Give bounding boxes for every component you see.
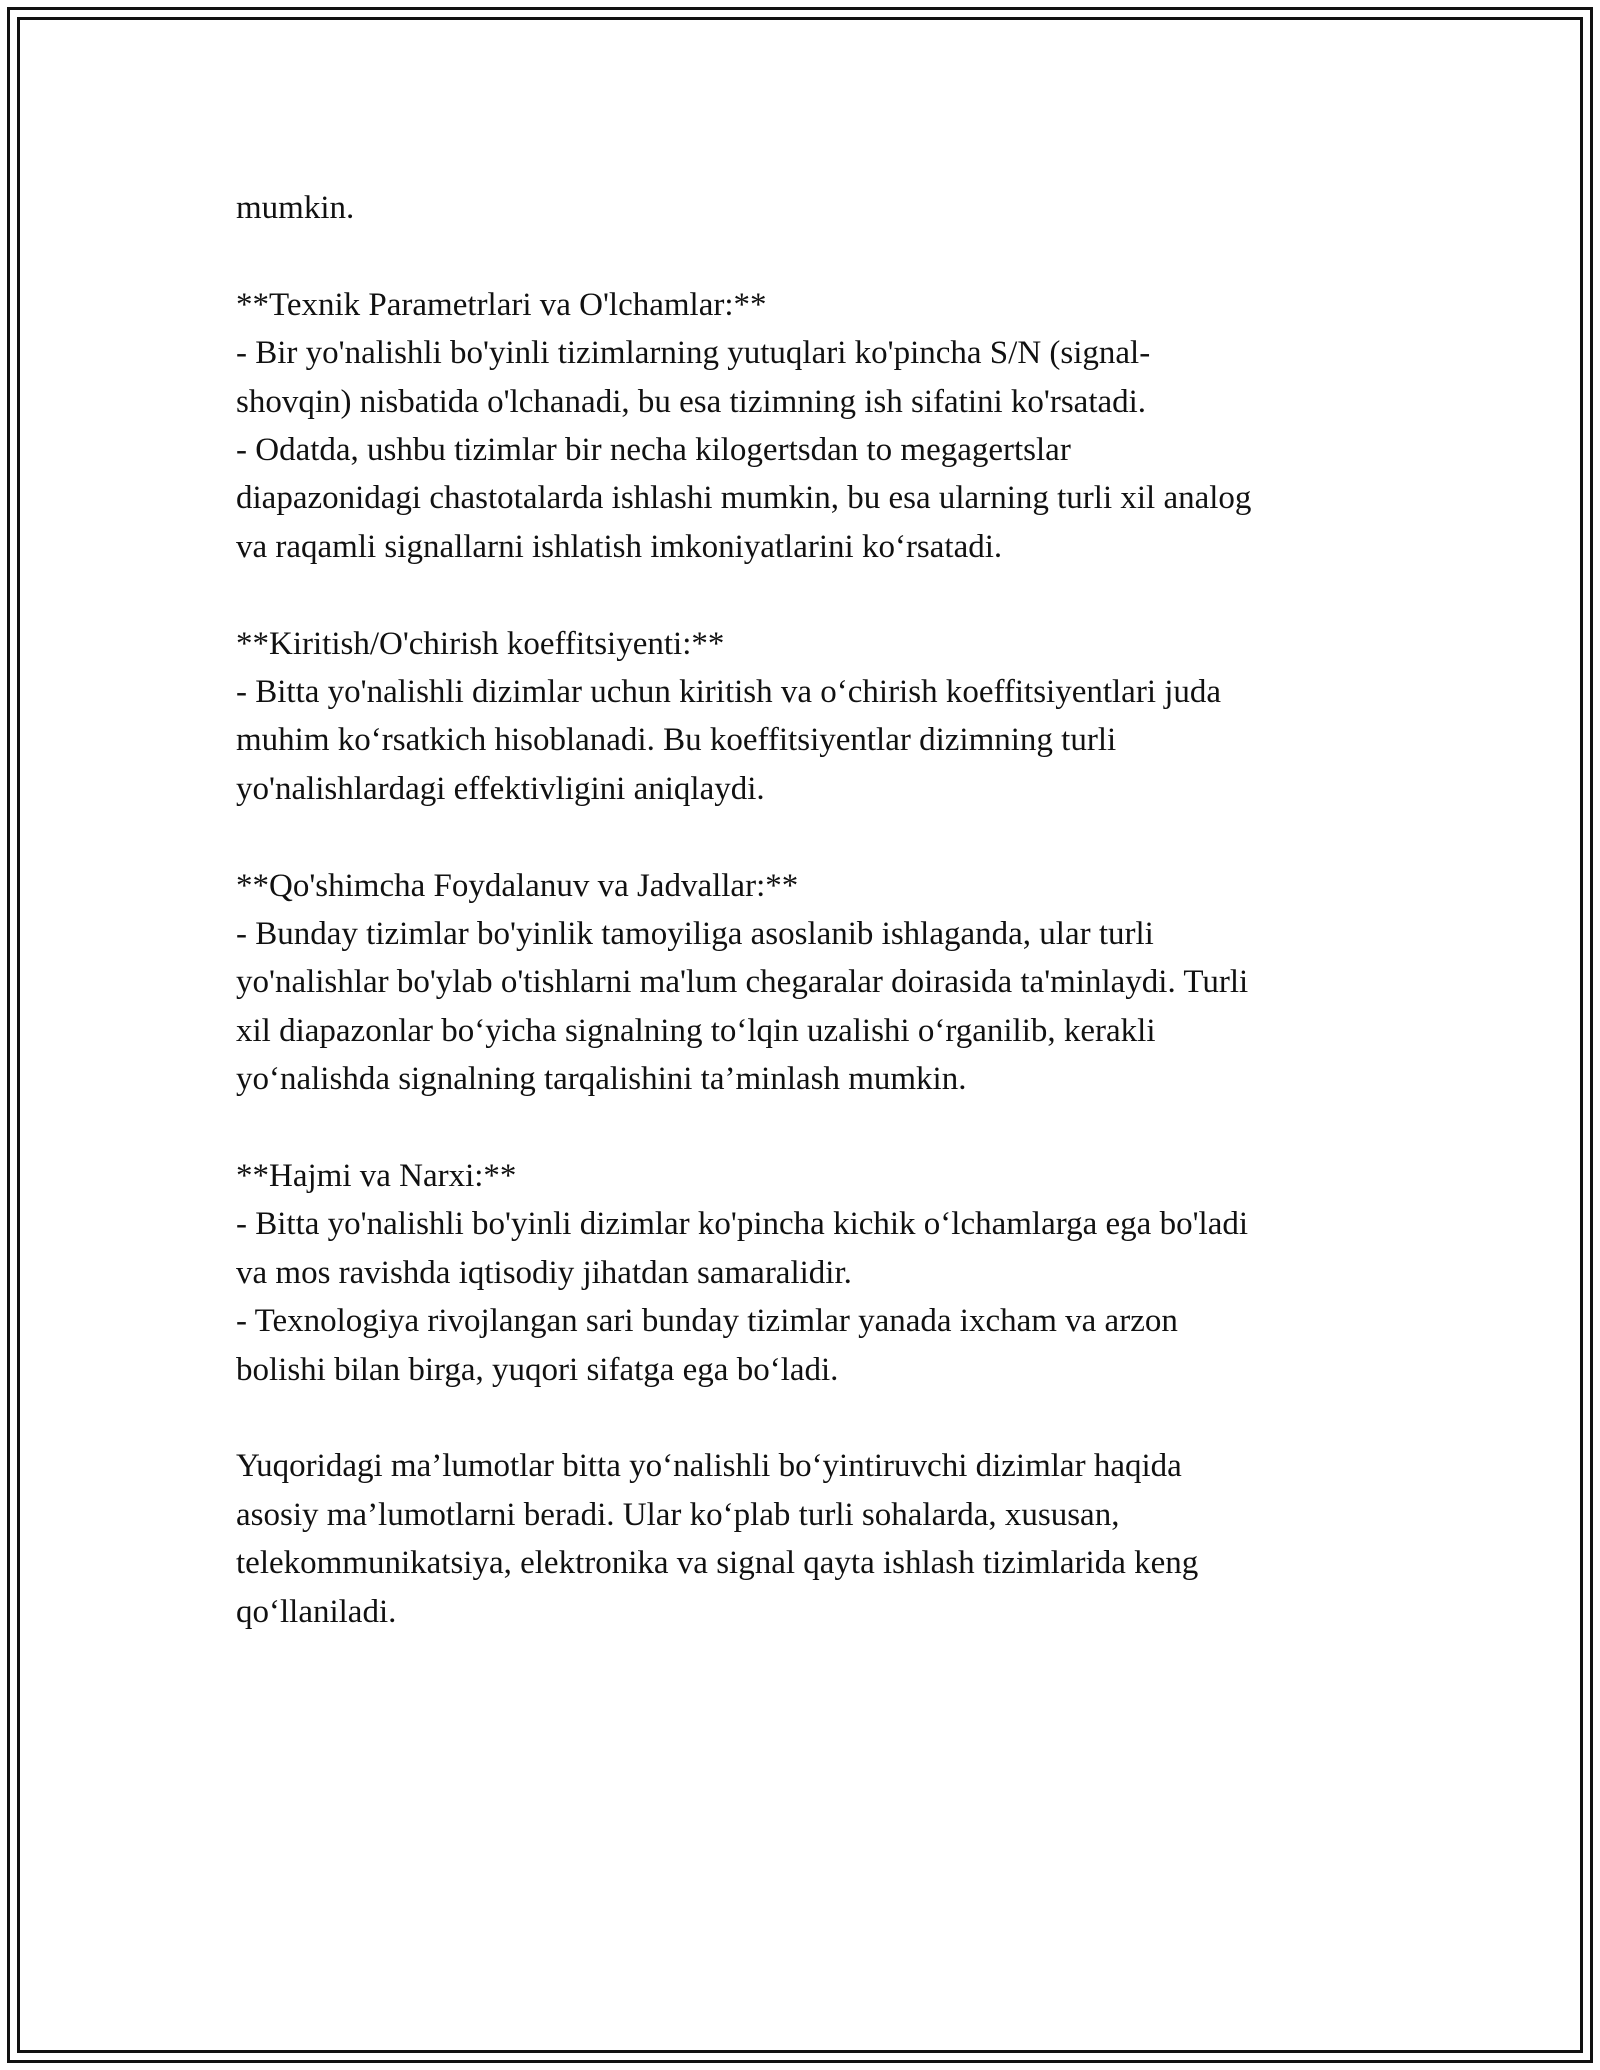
section-size-and-price: **Hajmi va Narxi:** - Bitta yo'nalishli bo'yinli dizimlar ko'pincha kichik o‘lchamlarga ega bo'ladi va mos ravishda iqtisodiy jihatdan samaralidir. - Texnologiya rivojlangan sari bunday tizimlar yanada ixcham va arzon bolishi bilan birga, yuqori sifatga ega bo‘ladi.: [236, 1158, 1249, 1388]
paragraph-gap: [236, 813, 1376, 861]
paragraph-gap: [236, 232, 1376, 280]
paragraph-continuation: mumkin.: [236, 190, 355, 226]
section-input-output-coefficient: **Kiritish/O'chirish koeffitsiyenti:** - Bitta yo'nalishli dizimlar uchun kiritish va o‘chirish koeffitsiyentlari juda muhim ko‘rsatkich hisoblanadi. Bu koeffitsiyentlar dizimning turli yo'nalishlardagi effektivligini aniqlaydi.: [236, 625, 1222, 807]
paragraph-gap: [236, 571, 1376, 619]
paragraph-conclusion: Yuqoridagi ma’lumotlar bitta yo‘nalishli bo‘yintiruvchi dizimlar haqida asosiy ma’lumotlarni beradi. Ular ko‘plab turli sohalarda, xususan, telekommunikatsiya, elektronika va signal qayta ishlash tizimlarida keng qo‘llaniladi.: [236, 1448, 1199, 1630]
paragraph-gap: [236, 1394, 1376, 1442]
paragraph-gap: [236, 1104, 1376, 1152]
section-additional-usage: **Qo'shimcha Foydalanuv va Jadvallar:** - Bunday tizimlar bo'yinlik tamoyiliga asoslanib ishlaganda, ular turli yo'nalishlar bo'ylab o'tishlarni ma'lum chegaralar doirasida ta'minlaydi. Turli xil diapazonlar bo‘yicha signalning to‘lqin uzalishi o‘rganilib, kerakli yo‘nalishda signalning tarqalishini ta’minlash mumkin.: [236, 867, 1249, 1098]
section-technical-parameters: **Texnik Parametrlari va O'lchamlar:** - Bir yo'nalishli bo'yinli tizimlarning yutuqlari ko'pincha S/N (signal- shovqin) nisbatida o'lchanadi, bu esa tizimning ish sifatini ko'rsatadi. - Odatda, ushbu tizimlar bir necha kilogertsdan to megagertslar diapazonidagi chastotalarda ishlashi mumkin, bu esa ularning turli xil analog va raqamli signallarni ishlatish imkoniyatlarini ko‘rsatadi.: [236, 286, 1252, 565]
document-body: [236, 184, 1376, 1636]
